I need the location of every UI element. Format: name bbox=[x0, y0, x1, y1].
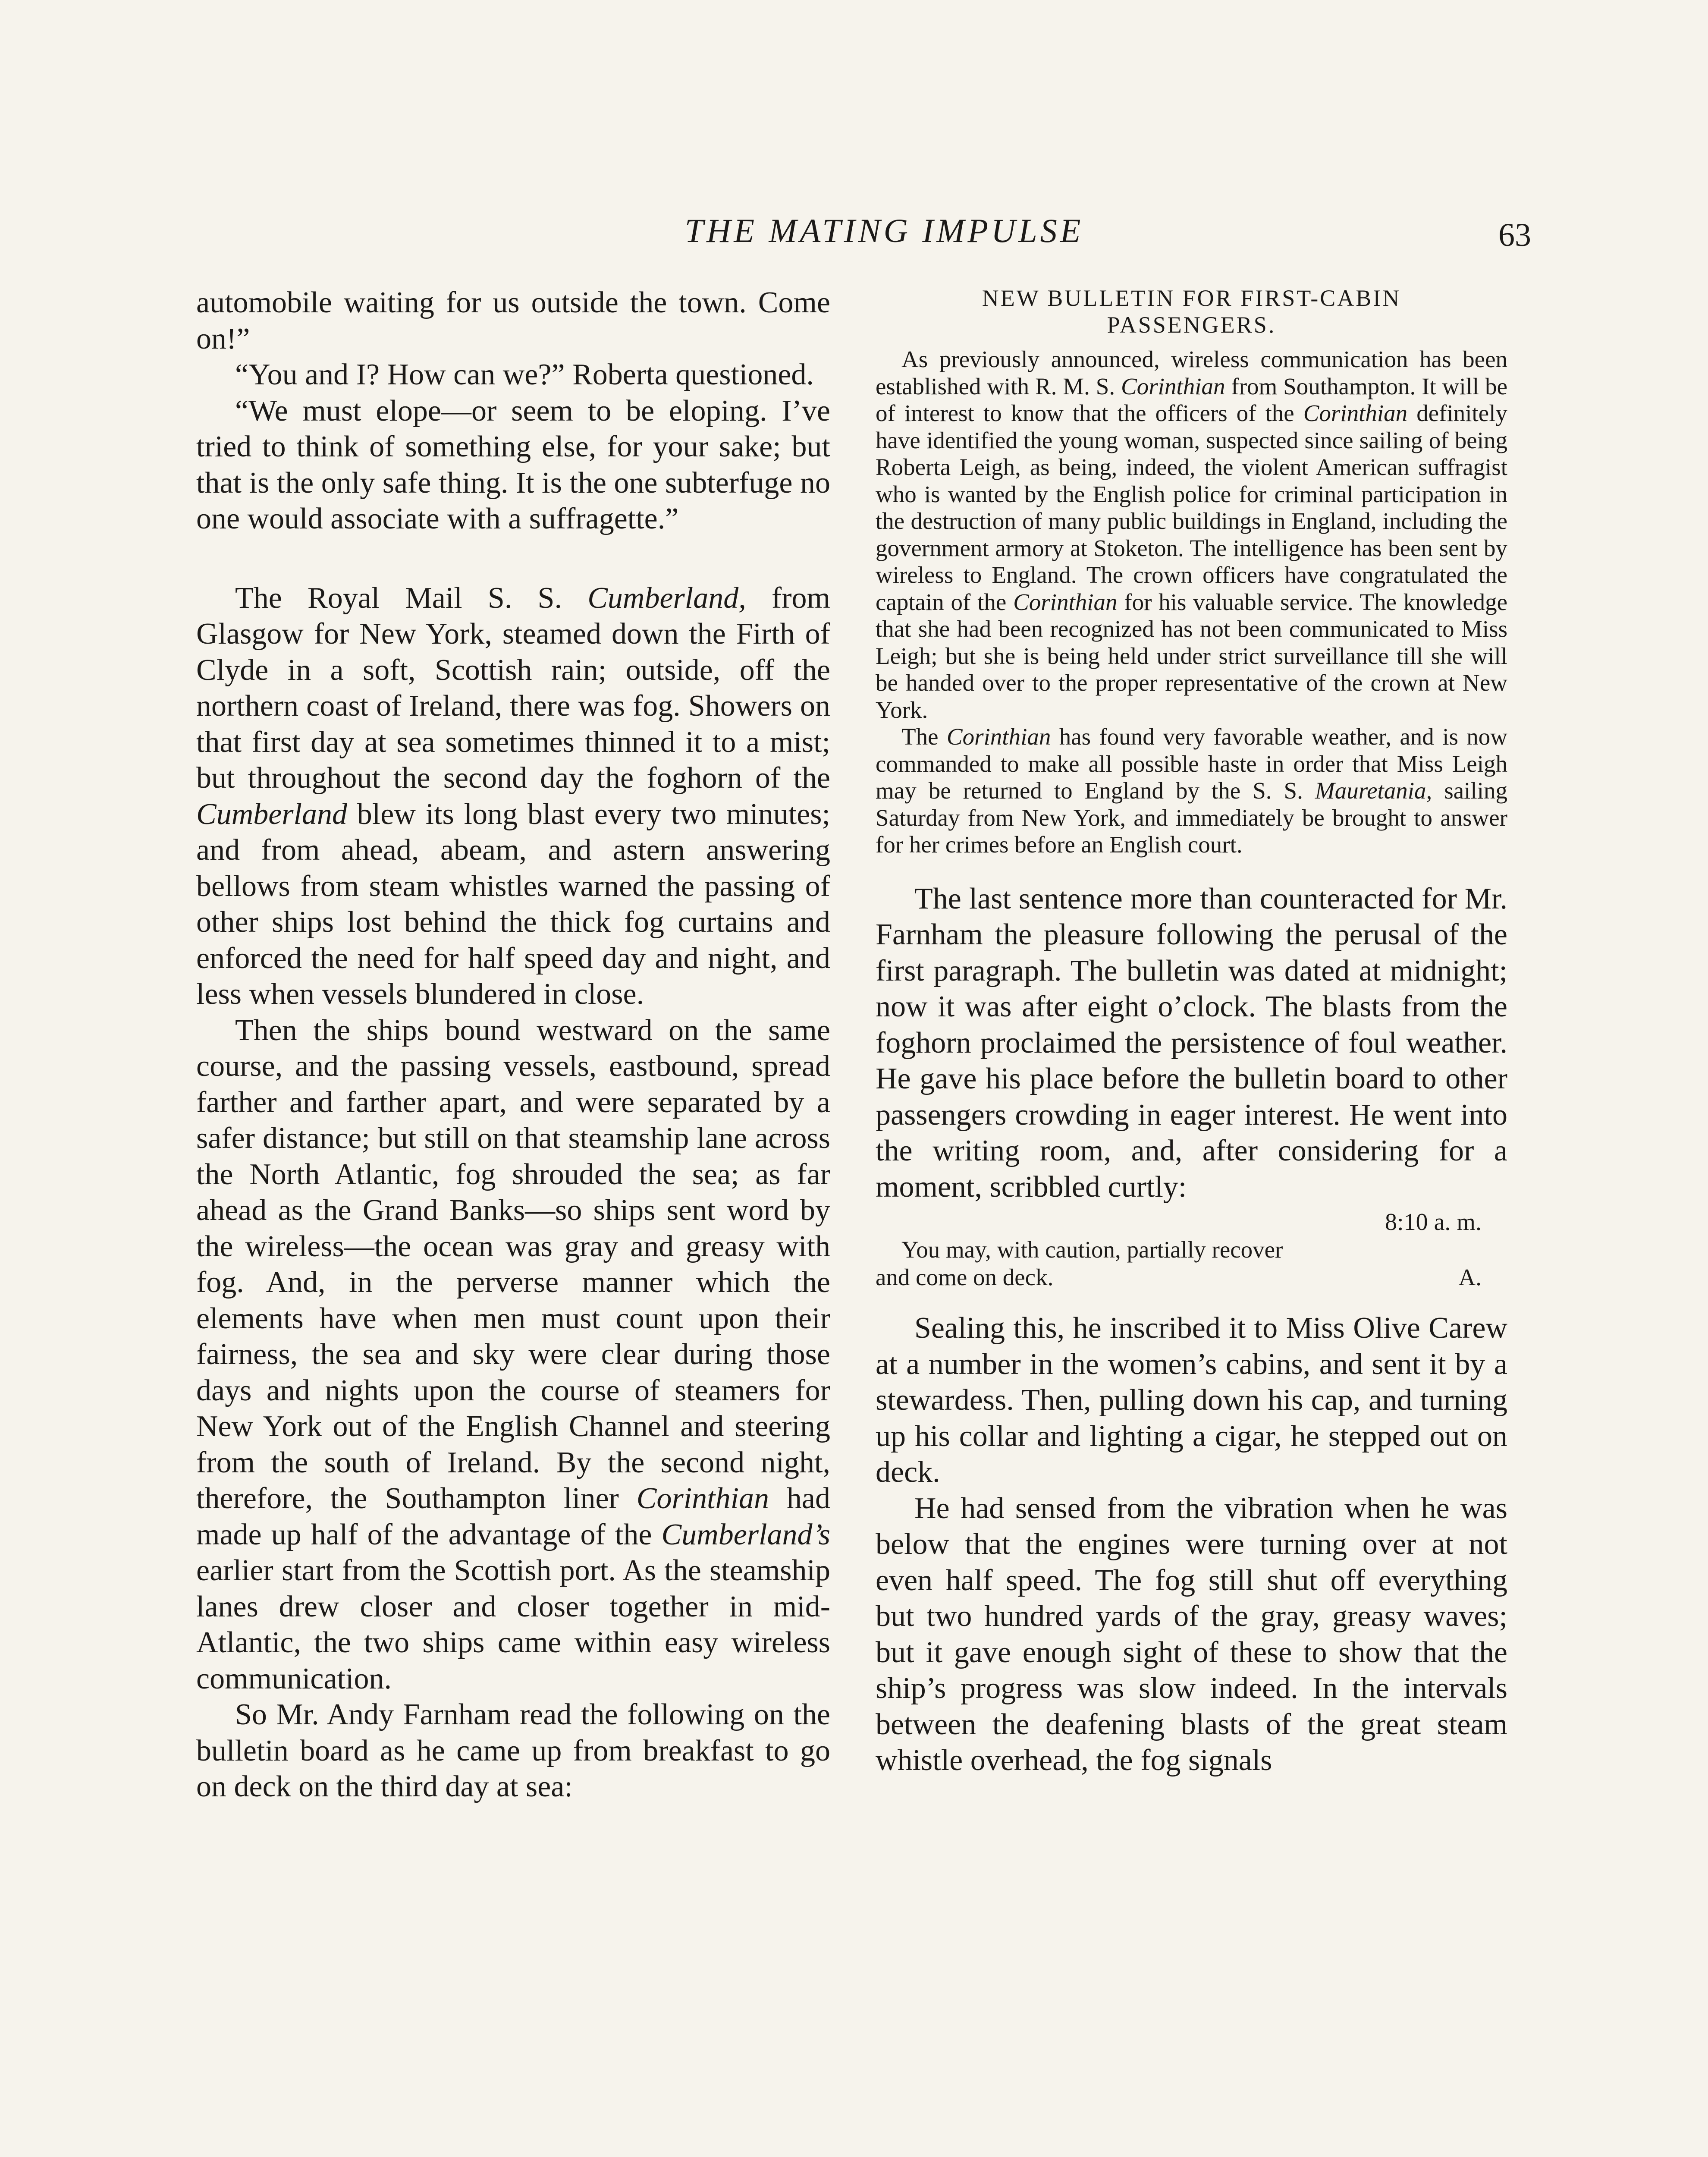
paragraph: So Mr. Andy Farnham read the following on the bulletin board as he came up from breakfast to go on deck on the third day at sea: bbox=[196, 1698, 830, 1803]
ship-name: Corinthian bbox=[636, 1482, 769, 1515]
text-run: definitely have identified the young woman, suspected since sailing of being Roberta Leigh, as being, indeed, the violent American suffragist who is wanted by the English police for criminal participation in the destruction of many public buildings in England, including the government armory at Stoketon. The intelligence has been sent by wireless to England. The crown officers have congratulated the captain of the bbox=[876, 400, 1507, 615]
text-run: The bbox=[901, 723, 947, 750]
paragraph: automobile waiting for us outside the town. Come on!” bbox=[196, 286, 830, 355]
paragraph: Sealing this, he inscribed it to Miss Olive Carew at a number in the women’s cabins, and sent it by a stewardess. Then, pulling down his cap, and turning up his collar and lighting a cigar, he stepped out on deck. bbox=[876, 1311, 1507, 1489]
paragraph: “You and I? How can we?” Roberta questioned. bbox=[235, 358, 814, 391]
bulletin-heading-line: PASSENGERS. bbox=[1107, 312, 1276, 338]
note-text: and come on deck. bbox=[876, 1264, 1054, 1290]
text-run: has found very favorable weather, and is now commanded to make all possible haste in order that Miss Leigh may be returned to England by the S. S. bbox=[876, 723, 1507, 804]
note-line bbox=[876, 1264, 1507, 1291]
left-column bbox=[196, 285, 830, 1805]
page-number: 63 bbox=[1498, 217, 1531, 253]
text-run: earlier start from the Scottish port. As the steamship lanes drew closer and closer together in mid-Atlantic, the two ships came within easy wireless communication. bbox=[196, 1554, 830, 1695]
ship-name: Cumberland, bbox=[587, 581, 746, 615]
note-time: 8:10 a. m. bbox=[1385, 1209, 1482, 1236]
paragraph bbox=[196, 1012, 830, 1697]
ship-name: Cumberland’s bbox=[661, 1518, 830, 1551]
text-run: sailing Saturday from New York, and immediately be brought to answer for her crimes before an English court. bbox=[876, 777, 1507, 858]
paragraph: The last sentence more than counteracted for Mr. Farnham the pleasure following the perusal of the first paragraph. The bulletin was dated at midnight; now it was after eight o’clock. The blasts from the foghorn proclaimed the persistence of foul weather. He gave his place before the bulletin board to other passengers crowding in eager interest. He went into the writing room, and, after considering for a moment, scribbled curtly: bbox=[876, 882, 1507, 1204]
text-run: from Glasgow for New York, steamed down the Firth of Clyde in a soft, Scottish rain; outside, off the northern coast of Ireland, there was fog. Showers on that first day at sea sometimes thinned it to a mist; but throughout the second day the foghorn of the bbox=[196, 581, 830, 795]
running-head bbox=[0, 207, 1708, 259]
text-run: blew its long blast every two minutes; and from ahead, abeam, and astern answering bellows from steam whistles warned the passing of other ships lost behind the thick fog curtains and enforced the need for half speed day and night, and less when vessels blundered in close. bbox=[196, 797, 830, 1011]
text-run: from Southampton. It will be of interest to know that the officers of the bbox=[876, 373, 1508, 426]
running-title: THE MATING IMPULSE bbox=[684, 212, 1084, 249]
ship-name: Corinthian bbox=[1013, 588, 1118, 615]
text-run: had made up half of the advantage of the bbox=[196, 1482, 830, 1551]
bulletin-heading-line: NEW BULLETIN FOR FIRST-CABIN bbox=[982, 285, 1401, 311]
ship-name: Mauretania, bbox=[1315, 777, 1432, 804]
bulletin-heading bbox=[876, 285, 1507, 338]
paragraph bbox=[196, 580, 830, 1012]
bulletin-paragraph bbox=[876, 723, 1507, 858]
ship-name: Corinthian bbox=[946, 723, 1051, 750]
bulletin bbox=[876, 285, 1507, 858]
bulletin-paragraph bbox=[876, 346, 1507, 723]
text-run: The Royal Mail S. S. bbox=[235, 581, 588, 615]
paragraph: “We must elope—or seem to be eloping. I’ve tried to think of something else, for your sake; but that is the only safe thing. It is the one subterfuge no one would associate with a suffragette.” bbox=[196, 394, 830, 535]
ship-name: Cumberland bbox=[196, 797, 347, 831]
note-signature: A. bbox=[1458, 1264, 1482, 1290]
text-run: As previously announced, wireless communication has been established with R. M. S. bbox=[876, 346, 1507, 399]
written-note bbox=[876, 1208, 1507, 1291]
right-column bbox=[876, 285, 1507, 1779]
text-run: for his valuable service. The knowledge that she had been recognized has not been communicated to Miss Leigh; but she is being held under strict surveillance till she will be handed over to the proper representative of the crown at New York. bbox=[876, 588, 1507, 723]
note-line: You may, with caution, partially recover bbox=[901, 1236, 1283, 1263]
text-run: Then the ships bound westward on the same course, and the passing vessels, eastbound, spread farther and farther apart, and were separated by a safer distance; but still on that steamship lane across the North Atlantic, fog shrouded the sea; as far ahead as the Grand Banks—so ships sent word by the wireless—the ocean was gray and greasy with fog. And, in the perverse manner which the elements have when men must count upon their fairness, the sea and sky were clear during those days and nights upon the course of steamers for New York out of the English Channel and steering from the south of Ireland. By the second night, therefore, the Southampton liner bbox=[196, 1013, 830, 1515]
ship-name: Corinthian bbox=[1121, 373, 1225, 399]
paragraph: He had sensed from the vibration when he was below that the engines were turning over at not even half speed. The fog still shut off everything but two hundred yards of the gray, greasy waves; but it gave enough sight of these to show that the ship’s progress was slow indeed. In the intervals between the deafening blasts of the great steam whistle overhead, the fog signals bbox=[876, 1491, 1507, 1777]
ship-name: Corinthian bbox=[1303, 400, 1408, 426]
